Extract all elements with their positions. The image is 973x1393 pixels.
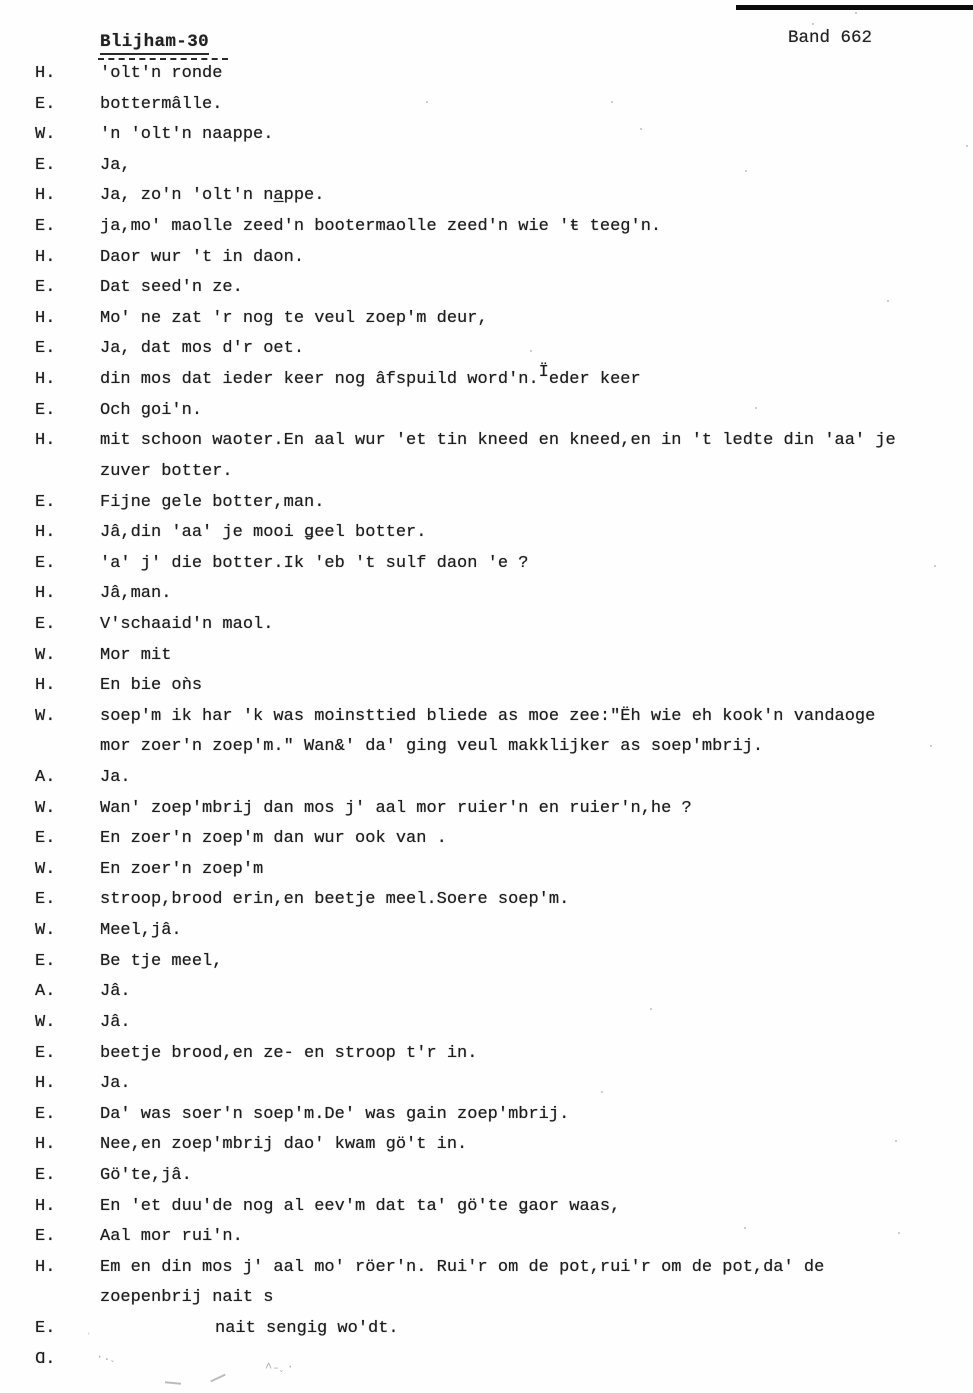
line-text [100,363,641,390]
line-text: beetje brood,en ze- en stroop t'r in. [100,1043,478,1063]
line-text: 'olt'n ronde [100,64,223,83]
speaker-label: E. [35,1104,56,1124]
speaker-label: E. [35,339,56,359]
line-text: En zoer'n zoep'm dan wur ook van . [100,829,447,849]
speaker-label: H. [35,308,56,328]
dialogue-line [0,1254,973,1285]
speaker-label: E. [35,553,56,573]
speaker-label: W. [35,1012,56,1032]
page-title: Blijham-30 [100,32,209,55]
dialogue-line [0,274,973,305]
scan-noise [812,23,814,25]
dialogue-line [0,60,973,91]
scan-edge-bar [736,5,973,10]
speaker-label: E. [35,1227,56,1247]
speaker-label: W. [35,798,56,818]
dialogue-line [0,152,973,183]
line-text-segment: eder keer [548,370,641,390]
line-text: Aal mor rui'n. [100,1227,243,1247]
line-text: Mo' ne zat 'r nog te veul zoep'm deur, [100,308,488,328]
pencil-smudge: ˒ [85,1325,93,1339]
line-text: Dat seed'n ze. [100,278,243,298]
dialogue-line [0,886,973,917]
speaker-label: E. [35,492,56,512]
pencil-smudge [165,1381,181,1384]
scan-noise [650,1008,652,1010]
dialogue-line [0,213,973,244]
line-text: Jâ,man. [100,584,172,604]
line-text: Jâ,din 'aa' je mooi ǥeel botter. [100,523,427,543]
dialogue-line [0,1070,973,1101]
dialogue-line [0,1193,973,1224]
scan-noise [745,170,747,172]
dialogue-line [0,335,973,366]
line-text: zuver botter. [100,461,233,481]
line-text: Daor wur 't in daon. [100,247,305,267]
line-text: En bie oǹs [100,676,203,696]
dialogue-line [0,397,973,428]
scan-noise [744,1227,746,1229]
dialogue-line [0,611,973,642]
line-text: Wan' zoep'mbrij dan mos j' aal mor ruier'n en ruier'n,he ? [100,798,692,818]
scan-noise [934,565,936,567]
speaker-label: W. [35,125,56,145]
line-text: Ja. [100,768,131,788]
scan-noise [966,145,968,147]
speaker-label: E. [35,400,56,420]
dialogue-line [0,1131,973,1162]
speaker-label: E. [35,94,56,114]
scan-noise [530,350,532,352]
line-text: Ja, [100,155,131,175]
pencil-smudge: ˄˗˯· [265,1360,294,1374]
dialogue-line [0,458,973,489]
scan-noise [755,407,757,409]
dialogue-line [0,489,973,520]
speaker-label: H. [35,247,56,267]
speaker-label: E. [35,614,56,634]
line-text: En 'et duu'de nog al eev'm dat ta' gö'te ǥaor waas, [100,1196,621,1216]
dialogue-line [0,764,973,795]
speaker-label: W. [35,921,56,941]
line-text: Och goi'n. [100,400,203,420]
scan-noise [855,12,857,14]
line-text: Ja, dat mos d'r oet. [100,339,305,359]
line-text: Em en din mos j' aal mo' röer'n. Rui'r om de pot,rui'r om de pot,da' de [100,1257,825,1277]
superscript-correction: Ï [538,363,549,383]
dialogue-line [0,672,973,703]
line-text-segment: din mos dat ieder keer nog âfspuild word'n. [100,370,539,390]
dialogue-line [0,1346,973,1377]
speaker-label: E. [35,1318,56,1338]
line-text: Gö'te,jâ. [100,1165,192,1185]
line-text: stroop,brood erin,en beetje meel.Soere soep'm. [100,890,570,910]
line-text: bottermâlle. [100,94,223,114]
speaker-label: E. [35,217,56,237]
speaker-label: A. [35,768,56,788]
dialogue-line [0,519,973,550]
line-text: Jâ. [100,1012,131,1032]
speaker-label: W. [35,706,56,726]
dialogue-line [0,1223,973,1254]
dialogue-line [0,642,973,673]
speaker-label: E. [35,1165,56,1185]
dialogue-line [0,427,973,458]
dialogue-transcript [0,60,973,1376]
scan-noise [640,128,642,130]
line-text: soep'm ik har 'k was moinsttied bliede as moe zee:"Ëh wie eh kook'n vandaoge [100,706,876,726]
speaker-label: H. [35,584,56,604]
line-text: zoepenbrij nait s [100,1288,274,1308]
dialogue-line [0,1162,973,1193]
speaker-label: H. [35,523,56,543]
dialogue-line [0,550,973,581]
scan-noise [895,1140,897,1142]
dialogue-line [0,856,973,887]
speaker-label: H. [35,64,56,83]
line-text: mit schoon waoter.En aal wur 'et tin kneed en kneed,en in 't ledte din 'aa' je [100,431,896,451]
speaker-label: E. [35,829,56,849]
line-text: mor zoer'n zoep'm." Wan&' da' ging veul makklijker as soep'mbrij. [100,737,764,757]
scan-noise [611,101,613,103]
dialogue-line [0,703,973,734]
line-text: V'schaaid'n maol. [100,614,274,634]
speaker-label: A. [35,982,56,1002]
speaker-label: Ɑ. [35,1349,56,1369]
line-text: nait sengig wo'dt. [215,1318,399,1338]
pencil-smudge: ·.˯ [96,1350,118,1364]
line-text: Da' was soer'n soep'm.De' was gain zoep'mbrij. [100,1104,570,1124]
scan-noise [930,745,932,747]
line-text: Jâ. [100,982,131,1002]
line-text: Nee,en zoep'mbrij dao' kwam gö't in. [100,1135,468,1155]
dialogue-line [0,1284,973,1315]
dialogue-line [0,121,973,152]
line-text: Meel,jâ. [100,921,182,941]
dialogue-line [0,91,973,122]
line-text: Fijne gele botter,man. [100,492,325,512]
speaker-label: E. [35,1043,56,1063]
line-text: ja,mo' maolle zeed'n bootermaolle zeed'n wie 'ŧ teeg'n. [100,217,662,237]
dialogue-line [0,948,973,979]
dialogue-line [0,825,973,856]
dialogue-line [0,305,973,336]
dialogue-line [0,1315,973,1346]
speaker-label: E. [35,890,56,910]
dialogue-line [0,917,973,948]
line-text: En zoer'n zoep'm [100,859,264,879]
dialogue-line [0,1009,973,1040]
line-text: Ja. [100,1074,131,1094]
dialogue-line [0,182,973,213]
line-text: Ja, zo'n 'olt'n na̲ppe. [100,186,325,206]
dialogue-line [0,580,973,611]
speaker-label: W. [35,859,56,879]
speaker-label: E. [35,951,56,971]
speaker-label: W. [35,645,56,665]
dialogue-line [0,363,973,397]
line-text: Mor mit [100,645,172,665]
speaker-label: H. [35,370,56,390]
line-text: Be tje meel, [100,951,223,971]
scan-noise [601,1091,603,1093]
speaker-label: H. [35,676,56,696]
speaker-label: H. [35,1196,56,1216]
dialogue-line [0,1040,973,1071]
speaker-label: H. [35,431,56,451]
dialogue-line [0,978,973,1009]
band-number-label: Band 662 [788,28,873,48]
line-text: 'n 'olt'n naappe. [100,125,274,145]
dialogue-line [0,1101,973,1132]
speaker-label: H. [35,1074,56,1094]
scan-noise [426,101,428,103]
speaker-label: H. [35,1257,56,1277]
speaker-label: H. [35,186,56,206]
line-text: 'a' j' die botter.Ik 'eb 't sulf daon 'e ? [100,553,529,573]
dialogue-line [0,733,973,764]
scan-noise [898,1232,900,1234]
speaker-label: E. [35,278,56,298]
speaker-label: E. [35,155,56,175]
dialogue-line [0,795,973,826]
scan-noise [887,300,889,302]
speaker-label: H. [35,1135,56,1155]
dialogue-line [0,244,973,275]
